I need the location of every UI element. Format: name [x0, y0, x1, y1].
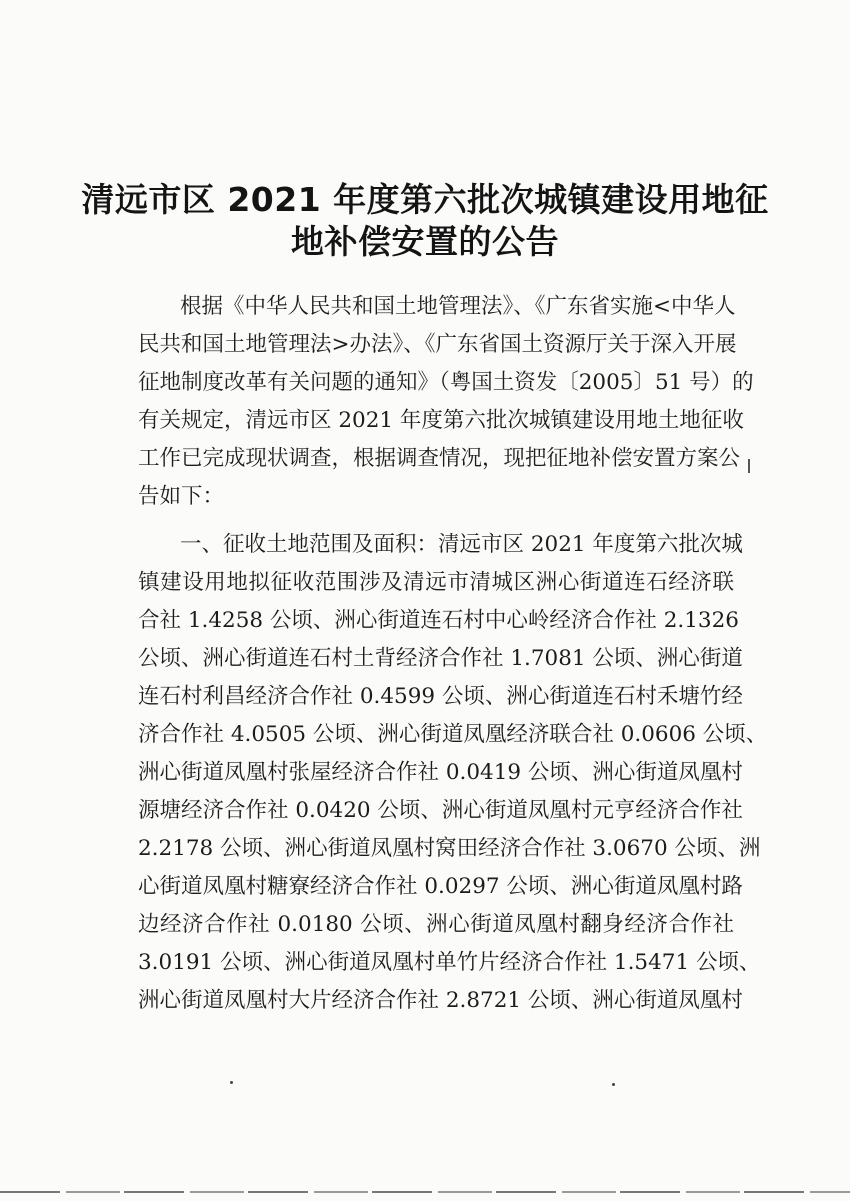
paragraph-line: 根据《中华人民共和国土地管理法》、《广东省实施<中华人 — [180, 294, 736, 319]
paragraph-line: 征地制度改革有关问题的通知》（粤国土资发〔2005〕51 号）的 — [138, 370, 754, 395]
paragraph-line: 民共和国土地管理法>办法》、《广东省国土资源厅关于深入开展 — [138, 332, 737, 357]
paragraph-line: 济合作社 4.0505 公顷、洲心街道凤凰经济联合社 0.0606 公顷、 — [138, 722, 768, 747]
scan-speck — [230, 1081, 233, 1084]
paragraph-line: 工作已完成现状调查，根据调查情况，现把征地补偿安置方案公 — [138, 446, 741, 471]
paragraph-line: 镇建设用地拟征收范围涉及清远市清城区洲心街道连石经济联 — [138, 570, 734, 595]
scan-margin-mark — [748, 459, 750, 473]
scan-bottom-edge — [0, 1191, 850, 1193]
paragraph-line: 连石村利昌经济合作社 0.4599 公顷、洲心街道连石村禾塘竹经 — [138, 684, 743, 709]
paragraph-line: 源塘经济合作社 0.0420 公顷、洲心街道凤凰村元亨经济合作社 — [138, 798, 743, 823]
scan-speck — [612, 1083, 615, 1086]
paragraph-line: 一、征收土地范围及面积：清远市区 2021 年度第六批次城 — [180, 532, 743, 557]
paragraph-line: 3.0191 公顷、洲心街道凤凰村单竹片经济合作社 1.5471 公顷、 — [138, 950, 761, 975]
paragraph-line: 边经济合作社 0.0180 公顷、洲心街道凤凰村翻身经济合作社 — [138, 912, 734, 937]
document-title-line-1: 清远市区 2021 年度第六批次城镇建设用地征 — [81, 180, 769, 219]
paragraph-line: 洲心街道凤凰村大片经济合作社 2.8721 公顷、洲心街道凤凰村 — [138, 988, 743, 1013]
paragraph-line: 公顷、洲心街道连石村土背经济合作社 1.7081 公顷、洲心街道 — [138, 646, 743, 671]
paragraph-line: 洲心街道凤凰村张屋经济合作社 0.0419 公顷、洲心街道凤凰村 — [138, 760, 743, 785]
paragraph-line: 合社 1.4258 公顷、洲心街道连石村中心岭经济合作社 2.1326 — [138, 608, 739, 633]
paragraph-line: 有关规定，清远市区 2021 年度第六批次城镇建设用地土地征收 — [138, 408, 744, 433]
document-title-line-2: 地补偿安置的公告 — [291, 222, 559, 261]
paragraph-line: 心街道凤凰村糖寮经济合作社 0.0297 公顷、洲心街道凤凰村路 — [138, 874, 743, 899]
paragraph-line: 2.2178 公顷、洲心街道凤凰村窝田经济合作社 3.0670 公顷、洲 — [138, 836, 761, 861]
paragraph-line: 告如下： — [138, 484, 225, 509]
